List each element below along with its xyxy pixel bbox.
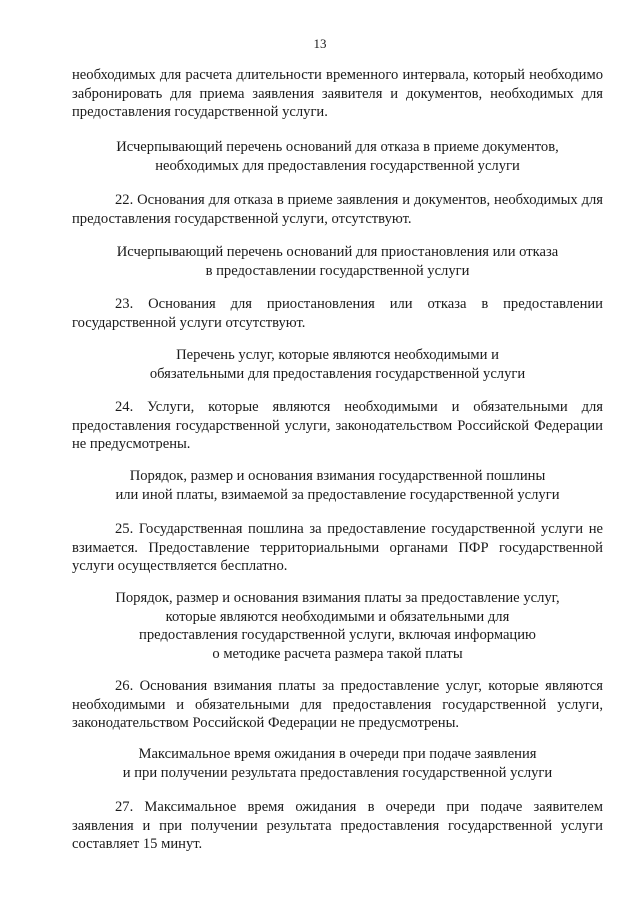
page-number: 13: [313, 36, 327, 51]
paragraph-26: 26. Основания взимания платы за предоставление услуг, которые являются необходимыми и обязательными для предоставления государственной услуги, законодательством Российской Федерации не предусмотрены.: [72, 678, 603, 731]
heading-line: Порядок, размер и основания взимания платы за предоставление услуг,: [115, 590, 560, 606]
heading-line: Порядок, размер и основания взимания государственной пошлины: [129, 468, 546, 484]
heading-required-services: [72, 346, 603, 383]
heading-line: предоставления государственной услуги, включая информацию: [139, 627, 536, 643]
heading-suspension-grounds: [72, 243, 603, 280]
heading-line: Перечень услуг, которые являются необходимыми и: [176, 347, 499, 363]
heading-line: Исчерпывающий перечень оснований для приостановления или отказа: [116, 244, 559, 260]
paragraph-23: 23. Основания для приостановления или отказа в предоставлении государственной услуги отсутствуют.: [72, 296, 603, 331]
paragraph-25: 25. Государственная пошлина за предоставление государственной услуги не взимается. Предоставление территориальными органами ПФР государственной услуги осуществляется бесплатно.: [72, 521, 603, 574]
paragraph-27: 27. Максимальное время ожидания в очереди при подаче заявителем заявления и при получении результата предоставления государственной услуги составляет 15 минут.: [72, 799, 603, 852]
heading-state-fee: [72, 467, 603, 504]
heading-line: или иной платы, взимаемой за предоставление государственной услуги: [115, 486, 560, 503]
heading-queue-time: [72, 745, 603, 782]
heading-refusal-grounds: [72, 138, 603, 175]
heading-line: обязательными для предоставления государственной услуги: [149, 365, 526, 382]
heading-line: которые являются необходимыми и обязательными для: [165, 608, 510, 625]
heading-payment-order: [72, 589, 603, 663]
heading-line: и при получении результата предоставления государственной услуги: [122, 764, 553, 781]
heading-line: Исчерпывающий перечень оснований для отказа в приеме документов,: [116, 139, 559, 155]
heading-line: о методике расчета размера такой платы: [212, 645, 463, 662]
heading-line: Максимальное время ожидания в очереди при подаче заявления: [138, 746, 537, 762]
paragraph-24: 24. Услуги, которые являются необходимыми и обязательными для предоставления государственной услуги, законодательством Российской Федерации не предусмотрены.: [72, 399, 603, 452]
paragraph-22: 22. Основания для отказа в приеме заявления и документов, необходимых для предоставления государственной услуги, отсутствуют.: [72, 192, 603, 227]
heading-line: в предоставлении государственной услуги: [205, 262, 470, 279]
paragraph-continuation: необходимых для расчета длительности временного интервала, который необходимо забронировать для приема заявления заявителя и документов, необходимых для предоставления государственной услуги.: [72, 67, 603, 120]
heading-line: необходимых для предоставления государственной услуги: [155, 157, 520, 174]
